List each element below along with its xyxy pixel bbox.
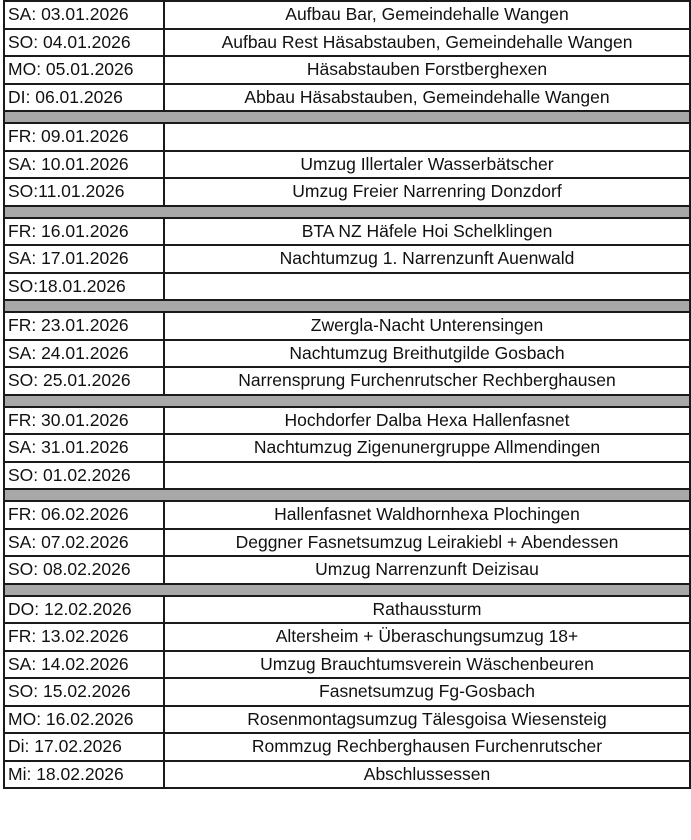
date-cell: SA: 14.02.2026 — [4, 651, 164, 679]
event-cell: Altersheim + Überaschungsumzug 18+ — [164, 623, 690, 651]
event-cell: Aufbau Rest Häsabstauben, Gemeindehalle Wangen — [164, 29, 690, 57]
separator-cell — [4, 584, 690, 596]
table-row — [4, 706, 690, 734]
date-cell: MO: 05.01.2026 — [4, 56, 164, 84]
week-separator — [4, 300, 690, 312]
date-cell: FR: 13.02.2026 — [4, 623, 164, 651]
date-cell: SA: 24.01.2026 — [4, 340, 164, 368]
date-cell: Mi: 18.02.2026 — [4, 761, 164, 789]
separator-cell — [4, 206, 690, 218]
date-cell: FR: 30.01.2026 — [4, 407, 164, 435]
table-row — [4, 407, 690, 435]
table-row — [4, 123, 690, 151]
event-cell: Rathaussturm — [164, 596, 690, 624]
event-cell: Umzug Narrenzunft Deizisau — [164, 556, 690, 584]
event-cell: Zwergla-Nacht Unterensingen — [164, 312, 690, 340]
date-cell: FR: 16.01.2026 — [4, 218, 164, 246]
table-row — [4, 733, 690, 761]
table-row — [4, 340, 690, 368]
table-row — [4, 218, 690, 246]
event-cell: Nachtumzug Zigenunergruppe Allmendingen — [164, 434, 690, 462]
table-row — [4, 84, 690, 112]
table-row — [4, 462, 690, 490]
table-row — [4, 178, 690, 206]
week-separator — [4, 584, 690, 596]
table-row — [4, 556, 690, 584]
date-cell: SO:18.01.2026 — [4, 273, 164, 301]
event-cell: BTA NZ Häfele Hoi Schelklingen — [164, 218, 690, 246]
event-cell: Fasnetsumzug Fg-Gosbach — [164, 678, 690, 706]
event-cell: Abbau Häsabstauben, Gemeindehalle Wangen — [164, 84, 690, 112]
event-cell — [164, 462, 690, 490]
table-row — [4, 367, 690, 395]
event-cell: Häsabstauben Forstberghexen — [164, 56, 690, 84]
event-cell — [164, 273, 690, 301]
date-cell: SO: 25.01.2026 — [4, 367, 164, 395]
date-cell: SO:11.01.2026 — [4, 178, 164, 206]
date-cell: SO: 15.02.2026 — [4, 678, 164, 706]
event-cell: Umzug Freier Narrenring Donzdorf — [164, 178, 690, 206]
date-cell: Di: 17.02.2026 — [4, 733, 164, 761]
separator-cell — [4, 489, 690, 501]
table-row — [4, 434, 690, 462]
event-cell: Nachtumzug 1. Narrenzunft Auenwald — [164, 245, 690, 273]
table-row — [4, 1, 690, 29]
separator-cell — [4, 300, 690, 312]
date-cell: SO: 01.02.2026 — [4, 462, 164, 490]
schedule-body — [4, 1, 690, 788]
event-cell: Umzug Illertaler Wasserbätscher — [164, 151, 690, 179]
table-row — [4, 312, 690, 340]
date-cell: SA: 07.02.2026 — [4, 529, 164, 557]
schedule-table — [3, 0, 691, 789]
table-row — [4, 56, 690, 84]
table-row — [4, 678, 690, 706]
week-separator — [4, 489, 690, 501]
week-separator — [4, 111, 690, 123]
event-cell: Nachtumzug Breithutgilde Gosbach — [164, 340, 690, 368]
event-cell: Narrensprung Furchenrutscher Rechberghausen — [164, 367, 690, 395]
date-cell: SA: 03.01.2026 — [4, 1, 164, 29]
table-row — [4, 501, 690, 529]
event-cell: Rosenmontagsumzug Tälesgoisa Wiesensteig — [164, 706, 690, 734]
table-row — [4, 623, 690, 651]
table-row — [4, 151, 690, 179]
event-cell: Hallenfasnet Waldhornhexa Plochingen — [164, 501, 690, 529]
separator-cell — [4, 395, 690, 407]
event-cell: Abschlussessen — [164, 761, 690, 789]
week-separator — [4, 395, 690, 407]
event-cell: Aufbau Bar, Gemeindehalle Wangen — [164, 1, 690, 29]
table-row — [4, 273, 690, 301]
event-cell: Hochdorfer Dalba Hexa Hallenfasnet — [164, 407, 690, 435]
table-row — [4, 651, 690, 679]
date-cell: FR: 09.01.2026 — [4, 123, 164, 151]
table-row — [4, 245, 690, 273]
date-cell: DI: 06.01.2026 — [4, 84, 164, 112]
separator-cell — [4, 111, 690, 123]
event-cell: Umzug Brauchtumsverein Wäschenbeuren — [164, 651, 690, 679]
event-cell — [164, 123, 690, 151]
date-cell: FR: 23.01.2026 — [4, 312, 164, 340]
date-cell: SA: 10.01.2026 — [4, 151, 164, 179]
date-cell: SO: 08.02.2026 — [4, 556, 164, 584]
date-cell: DO: 12.02.2026 — [4, 596, 164, 624]
table-row — [4, 29, 690, 57]
table-row — [4, 596, 690, 624]
date-cell: SO: 04.01.2026 — [4, 29, 164, 57]
date-cell: SA: 31.01.2026 — [4, 434, 164, 462]
table-row — [4, 529, 690, 557]
date-cell: SA: 17.01.2026 — [4, 245, 164, 273]
table-row — [4, 761, 690, 789]
date-cell: MO: 16.02.2026 — [4, 706, 164, 734]
week-separator — [4, 206, 690, 218]
event-cell: Rommzug Rechberghausen Furchenrutscher — [164, 733, 690, 761]
date-cell: FR: 06.02.2026 — [4, 501, 164, 529]
event-cell: Deggner Fasnetsumzug Leirakiebl + Abendessen — [164, 529, 690, 557]
